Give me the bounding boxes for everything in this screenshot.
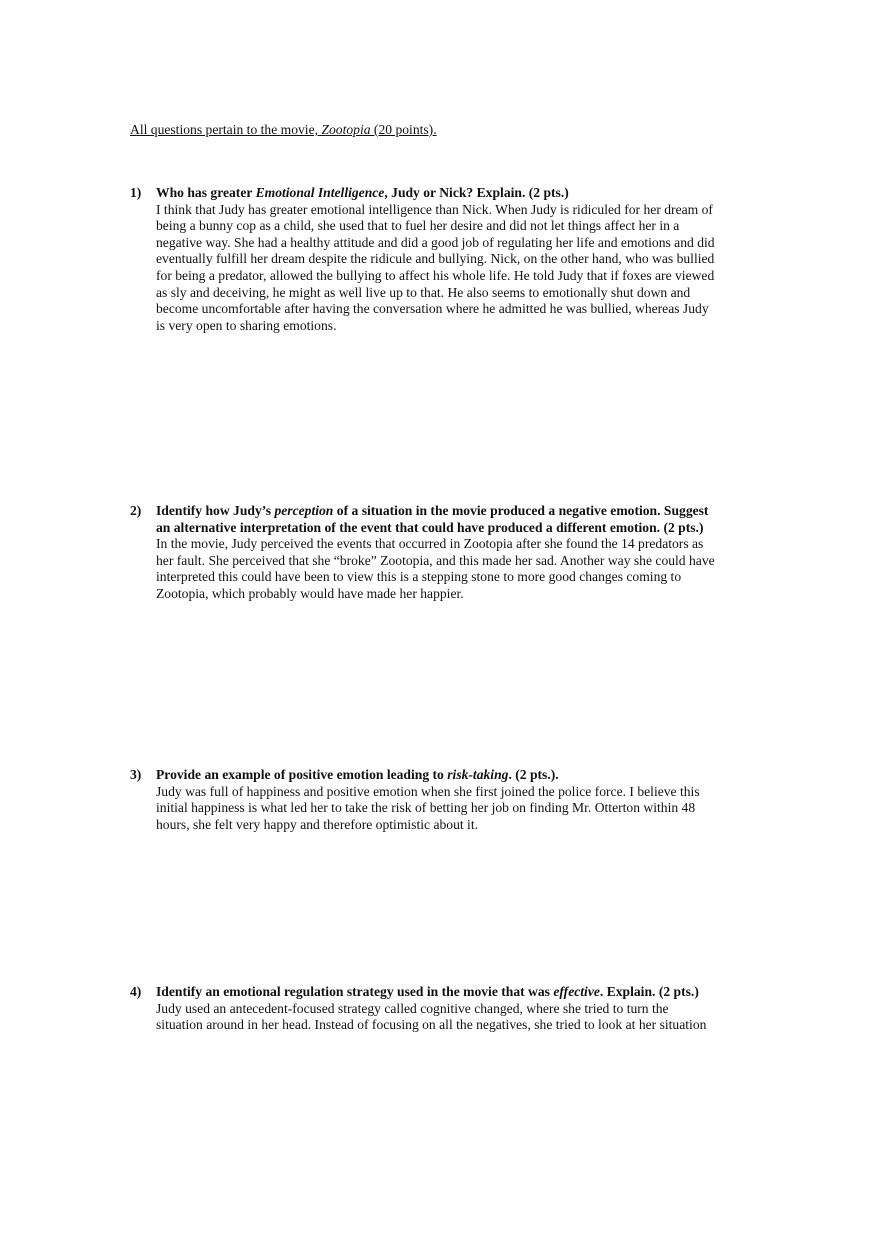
question-body [156,984,762,1034]
intro-points: (20 points). [370,122,437,137]
answer-text [156,1001,762,1034]
answer-line: Judy used an antecedent-focused strategy called cognitive changed, where she tried to turn the [156,1000,669,1016]
answer-line: situation around in her head. Instead of focusing on all the negatives, she tried to look at her situation [156,1017,707,1033]
question-number: 4) [130,984,142,999]
heading-text: Identify an emotional regulation strategy used in the movie that was [156,984,554,999]
movie-title: Zootopia [321,122,371,137]
heading-text: , Judy or Nick? Explain. (2 pts.) [384,185,569,200]
answer-line: her fault. She perceived that she “broke” Zootopia, and this made her sad. Another way she could have [156,552,715,568]
heading-text: Provide an example of positive emotion leading to [156,767,448,782]
question-heading [156,185,762,202]
answer-line: initial happiness is what led her to take the risk of betting her job on finding Mr. Otterton within 48 [156,800,696,816]
answer-line: being a bunny cop as a child, she used that to fuel her desire and did not let things affect her in a [156,218,680,234]
answer-line: eventually fulfill her dream despite the ridicule and bullying. Nick, on the other hand, who was bullied [156,251,715,267]
heading-emphasis: risk-taking [447,767,509,782]
heading-emphasis: effective [553,984,600,999]
heading-text: an alternative interpretation of the event that could have produced a different emotion. (2 pts.) [156,519,704,535]
answer-line: for being a predator, allowed the bullying to affect his whole life. He told Judy that if foxes are viewed [156,267,715,283]
heading-emphasis: perception [274,503,334,518]
question-number: 2) [130,503,142,518]
heading-text: Who has greater [156,185,256,200]
answer-line: Judy was full of happiness and positive emotion when she first joined the police force. I believe this [156,783,700,799]
answer-line: I think that Judy has greater emotional intelligence than Nick. When Judy is ridiculed for her dream of [156,201,713,217]
answer-line: In the movie, Judy perceived the events that occurred in Zootopia after she found the 14 predators as [156,536,704,552]
answer-line: interpreted this could have been to view this is a stepping stone to more good changes coming to [156,569,682,585]
answer-text [156,202,762,335]
answer-line: Zootopia, which probably would have made her happier. [156,585,464,601]
question-body [156,503,762,603]
intro-line [130,121,437,138]
heading-text: . (2 pts.). [508,767,559,782]
heading-emphasis: Emotional Intelligence [255,185,385,200]
intro-text: All questions pertain to the movie, [130,122,322,137]
question-number: 3) [130,767,142,782]
answer-text [156,784,762,834]
heading-text: of a situation in the movie produced a negative emotion. Suggest [333,503,709,518]
answer-line: hours, she felt very happy and therefore optimistic about it. [156,816,479,832]
question-number: 1) [130,185,142,200]
question-heading [156,984,762,1001]
question-heading [156,503,762,536]
question-body [156,185,762,334]
answer-line: become uncomfortable after having the conversation where he admitted he was bullied, whereas Judy [156,301,709,317]
answer-line: as sly and deceiving, he might as well live up to that. He also seems to emotionally shut down and [156,284,691,300]
question-heading [156,767,762,784]
heading-text: . Explain. (2 pts.) [599,984,699,999]
answer-line: negative way. She had a healthy attitude and did a good job of regulating her life and emotions and did [156,234,715,250]
heading-text: Identify how Judy’s [156,503,275,518]
answer-line: is very open to sharing emotions. [156,317,337,333]
question-body [156,767,762,833]
answer-text [156,536,762,602]
